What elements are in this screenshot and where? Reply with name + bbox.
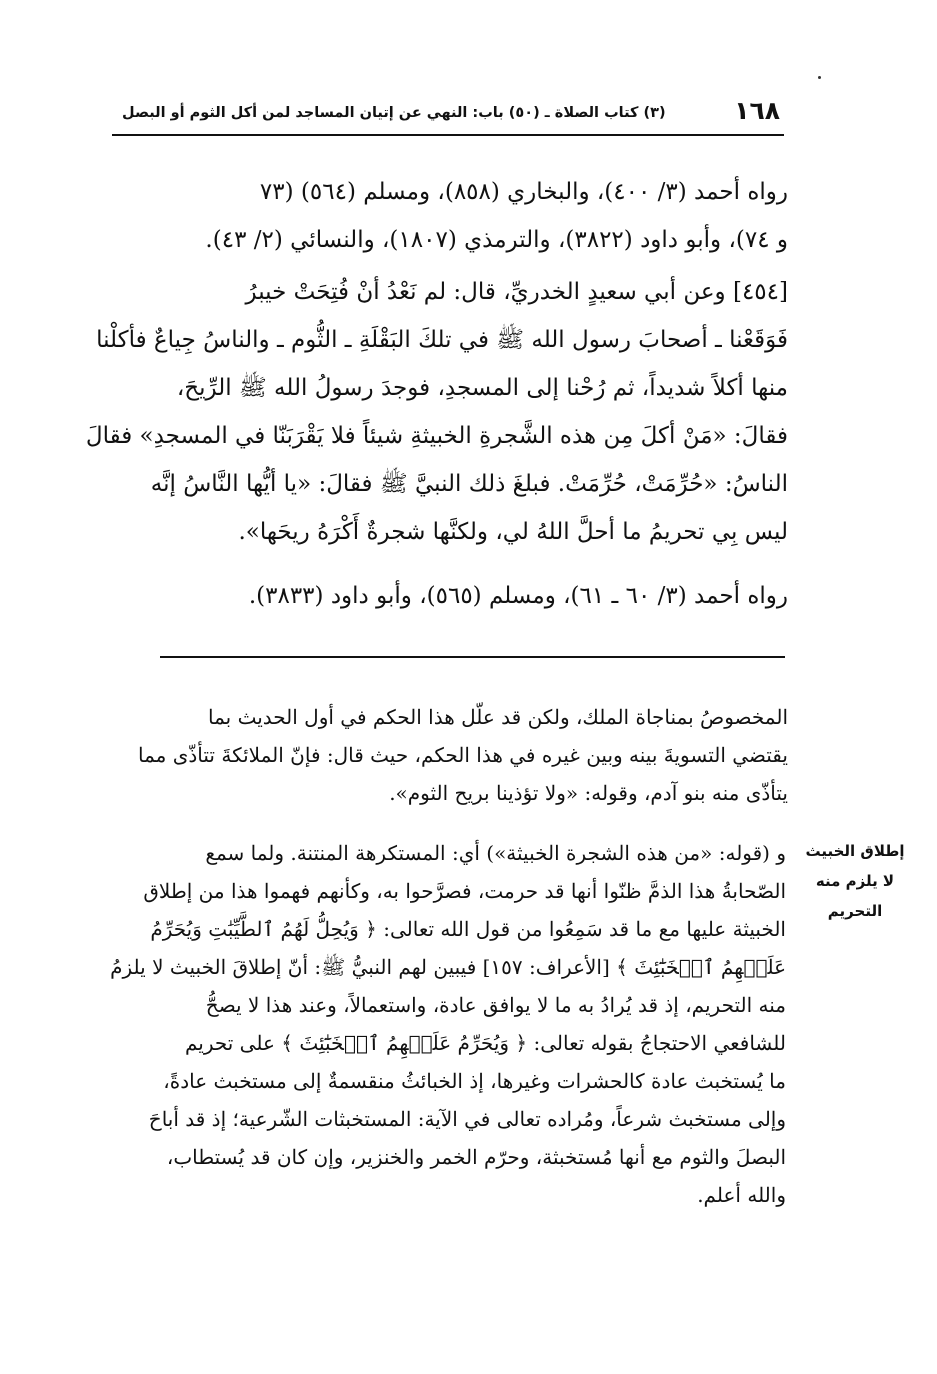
hadith-citation-previous <box>78 168 788 264</box>
text-line: و (قوله: «من هذه الشجرة الخبيثة») أي: المستكرهة المنتنة. ولما سمع <box>205 841 786 865</box>
margin-note-line: إطلاق الخبيث <box>805 842 905 860</box>
margin-note-line: لا يلزم منه <box>815 872 895 890</box>
footnote-separator <box>160 656 785 658</box>
text-line: الصّحابةُ هذا الذمَّ ظنّوا أنها قد حرمت، فصرَّحوا به، وكأنهم فهموا هذا من إطلاق <box>143 879 786 903</box>
text-line: [٤٥٤] وعن أبي سعيدٍ الخدريِّ، قال: لم نَعْدُ أنْ فُتِحَتْ خيبرُ <box>245 279 788 305</box>
text-line: ليس بِي تحريمُ ما أحلَّ اللهُ لي، ولكنَّها شجرةٌ أَكْرَهُ ريحَها». <box>238 519 788 545</box>
margin-note-line: التحريم <box>827 902 883 920</box>
text-line: عَلَيۡهِمُ ٱلۡخَبَٰٓئِثَ ﴾ [الأعراف: ١٥٧] فيبين لهم النبيُّ ﷺ: أنّ إطلاقَ الخبيث لا يلزمُ <box>110 955 786 979</box>
running-title: (٣) كتاب الصلاة ـ (٥٠) باب: النهي عن إتيان المساجد لمن أكل الثوم أو البصل <box>122 105 666 121</box>
hadith-454-citation <box>78 572 788 620</box>
text-line: فَوَقَعْنا ـ أصحابَ رسول الله ﷺ في تلكَ البَقْلَةِ ـ الثُّوم ـ والناسُ جِياعٌ فأكلْنا <box>96 327 788 353</box>
text-line: المخصوصُ بمناجاة الملك، ولكن قد علّل هذا الحكم في أول الحديث بما <box>207 705 788 729</box>
text-line: البصلَ والثوم مع أنها مُستخبثة، وحرّم الخمر والخنزير، وإن كان قد يُستطاب، <box>166 1145 786 1169</box>
text-line: منه التحريم، إذ قد يُرادُ به ما لا يوافق عادة، واستعمالاً، وعند هذا لا يصحُّ <box>205 993 786 1017</box>
scan-speck <box>818 76 821 79</box>
text-line: الخبيثة عليها مع ما قد سَمِعُوا من قول الله تعالى: ﴿ وَيُحِلُّ لَهُمُ ٱلطَّيِّبَٰتِ وَيُحَرِّمُ <box>150 917 786 941</box>
text-line: وإلى مستخبث شرعاً، ومُراده تعالى في الآية: المستخبثات الشّرعية؛ إذ قد أباحَ <box>148 1107 786 1131</box>
text-line: الناسُ: «حُرِّمَتْ، حُرِّمَتْ. فبلغَ ذلك النبيَّ ﷺ فقالَ: «يا أيُّها النَّاسُ إنَّه <box>150 471 788 497</box>
text-line: رواه أحمد (٣/ ٤٠٠)، والبخاري (٨٥٨)، ومسلم (٥٦٤) (٧٣ <box>259 179 788 205</box>
page-number: ١٦٨ <box>734 96 780 125</box>
text-line: والله أعلم. <box>697 1183 786 1207</box>
hadith-454 <box>78 268 788 556</box>
margin-note <box>800 836 910 926</box>
commentary-paragraph <box>78 698 788 812</box>
text-line: رواه أحمد (٣/ ٦٠ ـ ٦١)، ومسلم (٥٦٥)، وأبو داود (٣٨٣٣). <box>248 583 788 609</box>
text-line: ما يُستخبث عادة كالحشرات وغيرها، إذ الخبائثُ منقسمةٌ إلى مستخبث عادةً، <box>163 1069 786 1093</box>
text-line: منها أكلاً شديداً، ثم رُحْنا إلى المسجدِ، فوجدَ رسولُ الله ﷺ الرِّيحَ، <box>176 375 788 401</box>
text-line: فقالَ: «مَنْ أكلَ مِن هذه الشَّجرةِ الخبيثةِ شيئاً فلا يَقْرَبَنّا في المسجدِ» فقالَ <box>85 423 788 449</box>
text-line: للشافعي الاحتجاجُ بقوله تعالى: ﴿ وَيُحَرِّمُ عَلَيۡهِمُ ٱلۡخَبَٰٓئِثَ ﴾ على تحريم <box>184 1031 786 1055</box>
text-line: يقتضي التسويةَ بينه وبين غيره في هذا الحكم، حيث قال: فإنّ الملائكةَ تتأذّى مما <box>138 743 788 767</box>
text-line: و ٧٤)، وأبو داود (٣٨٢٢)، والترمذي (١٨٠٧)، والنسائي (٢/ ٤٣). <box>205 227 788 253</box>
text-line: يتأذّى منه بنو آدم، وقوله: «ولا تؤذينا بريح الثوم». <box>389 781 788 805</box>
commentary-paragraph <box>90 834 786 1214</box>
page-header <box>112 96 784 136</box>
